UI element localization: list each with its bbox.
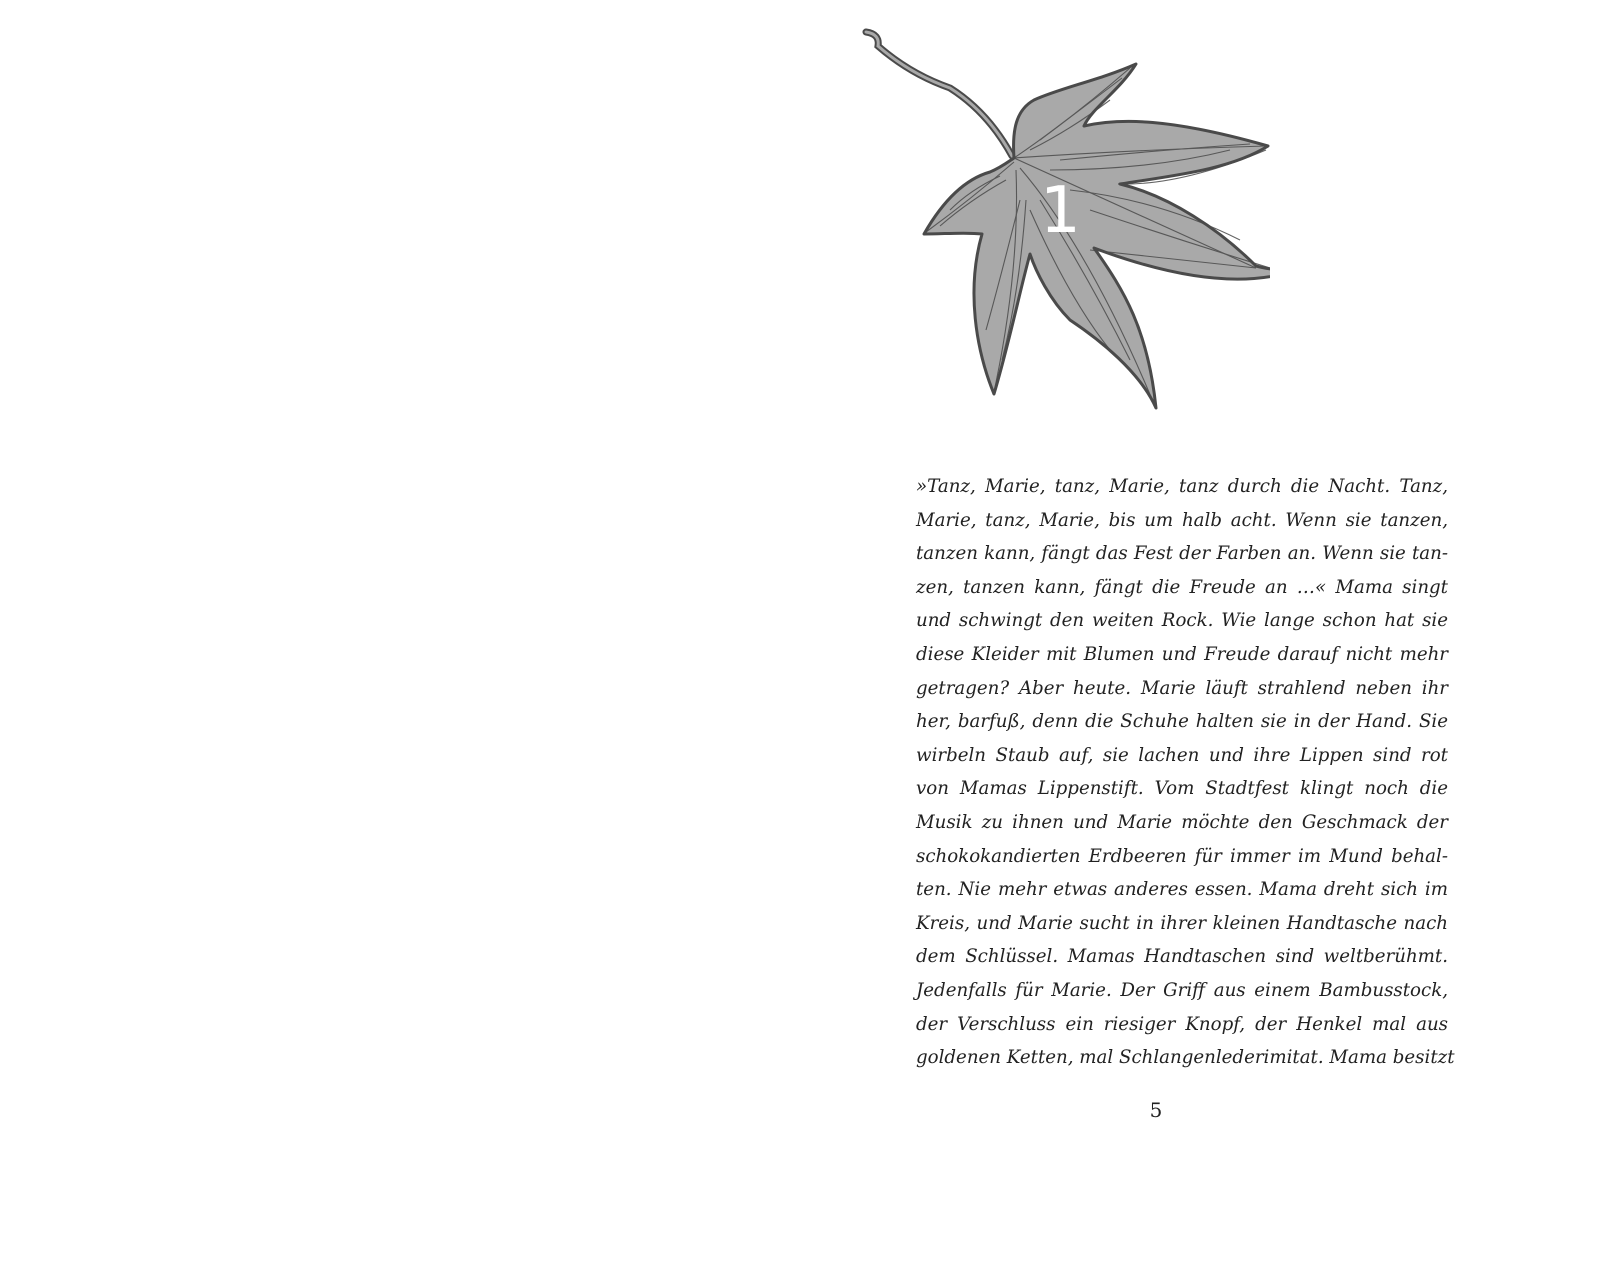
chapter-ornament: [830, 28, 1270, 428]
text-line: her, barfuß, denn die Schuhe halten sie in der Hand. Sie: [916, 711, 1448, 733]
chapter-body-text: [916, 470, 1455, 1075]
text-line: tanzen kann, fängt das Fest der Farben an. Wenn sie tan-: [916, 543, 1448, 565]
text-line: schokokandierten Erdbeeren für immer im Mund behal-: [916, 845, 1448, 867]
text-line: wirbeln Staub auf, sie lachen und ihre Lippen sind rot: [916, 744, 1448, 766]
page-number: 5: [1149, 1098, 1163, 1122]
chapter-number: 1: [1040, 174, 1081, 248]
text-line: Kreis, und Marie sucht in ihrer kleinen Handtasche nach: [916, 912, 1448, 934]
text-line: zen, tanzen kann, fängt die Freude an …« Mama singt: [916, 576, 1448, 598]
text-line: »Tanz, Marie, tanz, Marie, tanz durch die Nacht. Tanz,: [916, 476, 1448, 497]
text-line: Marie, tanz, Marie, bis um halb acht. Wenn sie tanzen,: [916, 509, 1448, 531]
text-line: goldenen Ketten, mal Schlangenlederimitat. Mama besitzt: [916, 1047, 1455, 1069]
text-line: der Verschluss ein riesiger Knopf, der Henkel mal aus: [916, 1013, 1448, 1035]
text-line: dem Schlüssel. Mamas Handtaschen sind weltberühmt.: [916, 946, 1448, 968]
text-line: und schwingt den weiten Rock. Wie lange schon hat sie: [916, 610, 1448, 632]
text-line: Musik zu ihnen und Marie möchte den Geschmack der: [916, 811, 1448, 833]
text-line: Jedenfalls für Marie. Der Griff aus einem Bambusstock,: [916, 979, 1448, 1001]
text-line: ten. Nie mehr etwas anderes essen. Mama dreht sich im: [916, 879, 1448, 901]
text-line: von Mamas Lippenstift. Vom Stadtfest klingt noch die: [916, 778, 1448, 800]
text-line: getragen? Aber heute. Marie läuft strahlend neben ihr: [916, 677, 1448, 699]
right-page: [800, 0, 1600, 1274]
text-line: diese Kleider mit Blumen und Freude darauf nicht mehr: [916, 643, 1448, 665]
